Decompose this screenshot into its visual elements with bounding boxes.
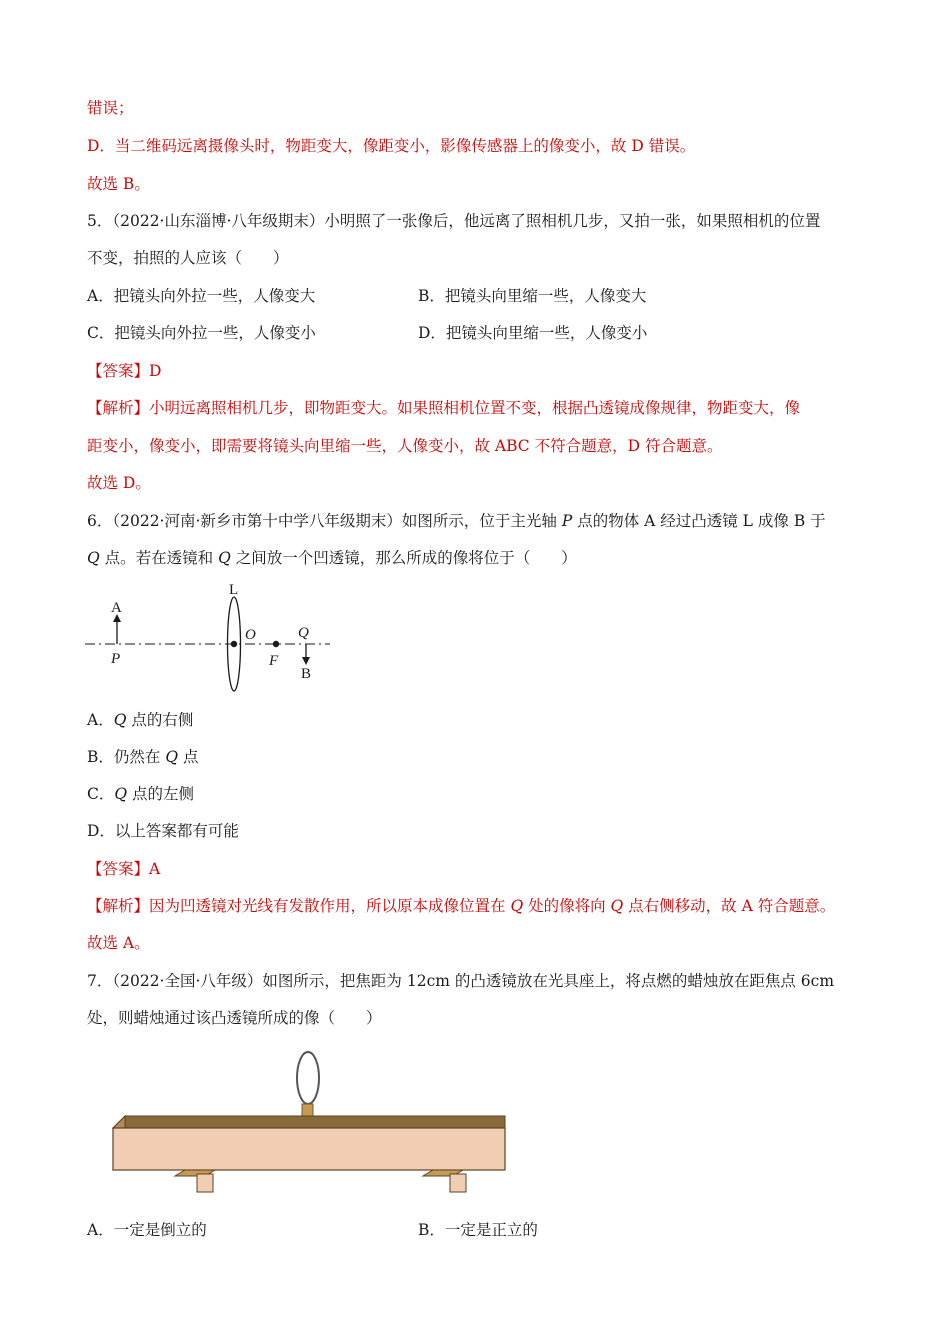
q6-stem-text: 6．（2022·河南·新乡市第十中学八年级期末）如图所示，位于主光轴 [87,512,562,530]
bench-foot-right [450,1174,466,1192]
q5-option-a: A．把镜头向外拉一些，人像变大 [87,287,316,305]
q6-option-text: C． [87,785,115,803]
q6-option-b [87,747,198,767]
q7-optical-bench-image [105,1048,515,1198]
q6-option-text: 点 [178,748,199,766]
q6-stem-line2 [87,548,577,568]
label-p: P [111,651,121,667]
focal-point-f [273,641,279,647]
bench-front [113,1128,505,1170]
q6-conclusion: 故选 A。 [87,934,150,952]
q6-analysis-point-q: Q [510,897,524,915]
q7-option-a: A．一定是倒立的 [87,1221,207,1239]
q5-option-b: B．把镜头向里缩一些，人像变大 [418,287,647,305]
q6-stem-text: 点的物体 A 经过凸透镜 L 成像 B 于 [572,512,826,530]
q7-option-b: B．一定是正立的 [418,1221,538,1239]
label-f: F [269,653,279,669]
prev-option-d: D．当二维码远离摄像头时，物距变大，像距变小，影像传感器上的像变小，故 D 错误。 [87,137,696,155]
q6-option-text: 点的右侧 [126,711,194,729]
q6-option-c [87,784,194,804]
label-q: Q [298,625,309,641]
q6-analysis-text: 处的像将向 [523,897,611,915]
q6-option-text: B．仍然在 [87,748,166,766]
q6-option-text: 点的左侧 [127,785,195,803]
q6-analysis-text: 【解析】因为凹透镜对光线有发散作用，所以原本成像位置在 [87,897,511,915]
q6-option-point-q: Q [165,748,179,766]
optical-center-o [231,641,237,647]
q5-stem-line2: 不变，拍照的人应该（ ） [87,249,289,267]
prev-conclusion: 故选 B。 [87,175,150,193]
q5-analysis-line2: 距变小，像变小，即需要将镜头向里缩一些，人像变小，故 ABC 不符合题意，D 符合题意。 [87,437,723,455]
q6-stem-text: 之间放一个凹透镜，那么所成的像将位于（ ） [230,549,577,567]
lens-ring [297,1052,319,1104]
q5-option-d: D．把镜头向里缩一些，人像变小 [418,324,648,342]
q6-option-point-q: Q [114,785,128,803]
q6-stem-text: 点。若在透镜和 [99,549,219,567]
q5-option-c: C．把镜头向外拉一些，人像变小 [87,324,316,342]
q5-analysis-line1: 【解析】小明远离照相机几步，即物距变大。如果照相机位置不变，根据凸透镜成像规律，物距变大，像 [87,399,801,417]
q7-stem-line1: 7．（2022·全国·八年级）如图所示，把焦距为 12cm 的凸透镜放在光具座上，将点燃的蜡烛放在距焦点 6cm [87,972,835,990]
q7-stem-line2: 处，则蜡烛通过该凸透镜所成的像（ ） [87,1009,382,1027]
q6-stem-point-q: Q [218,549,231,567]
prev-error-tail: 错误； [87,99,134,117]
q6-stem-point-p: P [561,512,573,530]
q6-analysis [87,896,835,916]
q6-stem-point-q: Q [87,549,100,567]
q6-analysis-point-q: Q [610,897,624,915]
q6-option-point-q: Q [113,711,127,729]
q6-option-d: D．以上答案都有可能 [87,822,239,840]
q5-conclusion: 故选 D。 [87,474,151,492]
label-b: B [301,666,312,682]
label-o: O [245,627,256,643]
label-l: L [229,582,239,598]
q5-stem-line1: 5．（2022·山东淄博·八年级期末）小明照了一张像后，他远离了照相机几步，又拍一张，如果照相机的位置 [87,212,821,230]
q6-option-text: A． [87,711,114,729]
bench-top [113,1116,505,1128]
q6-answer: 【答案】A [87,860,161,878]
q6-optics-diagram [80,575,340,695]
q6-stem-line1 [87,511,826,531]
arrow-head-icon [302,657,310,665]
bench-foot-left [197,1174,213,1192]
q6-option-a [87,710,193,730]
q5-answer: 【答案】D [87,362,162,380]
q6-analysis-text: 点右侧移动，故 A 符合题意。 [623,897,836,915]
label-a: A [111,600,122,616]
